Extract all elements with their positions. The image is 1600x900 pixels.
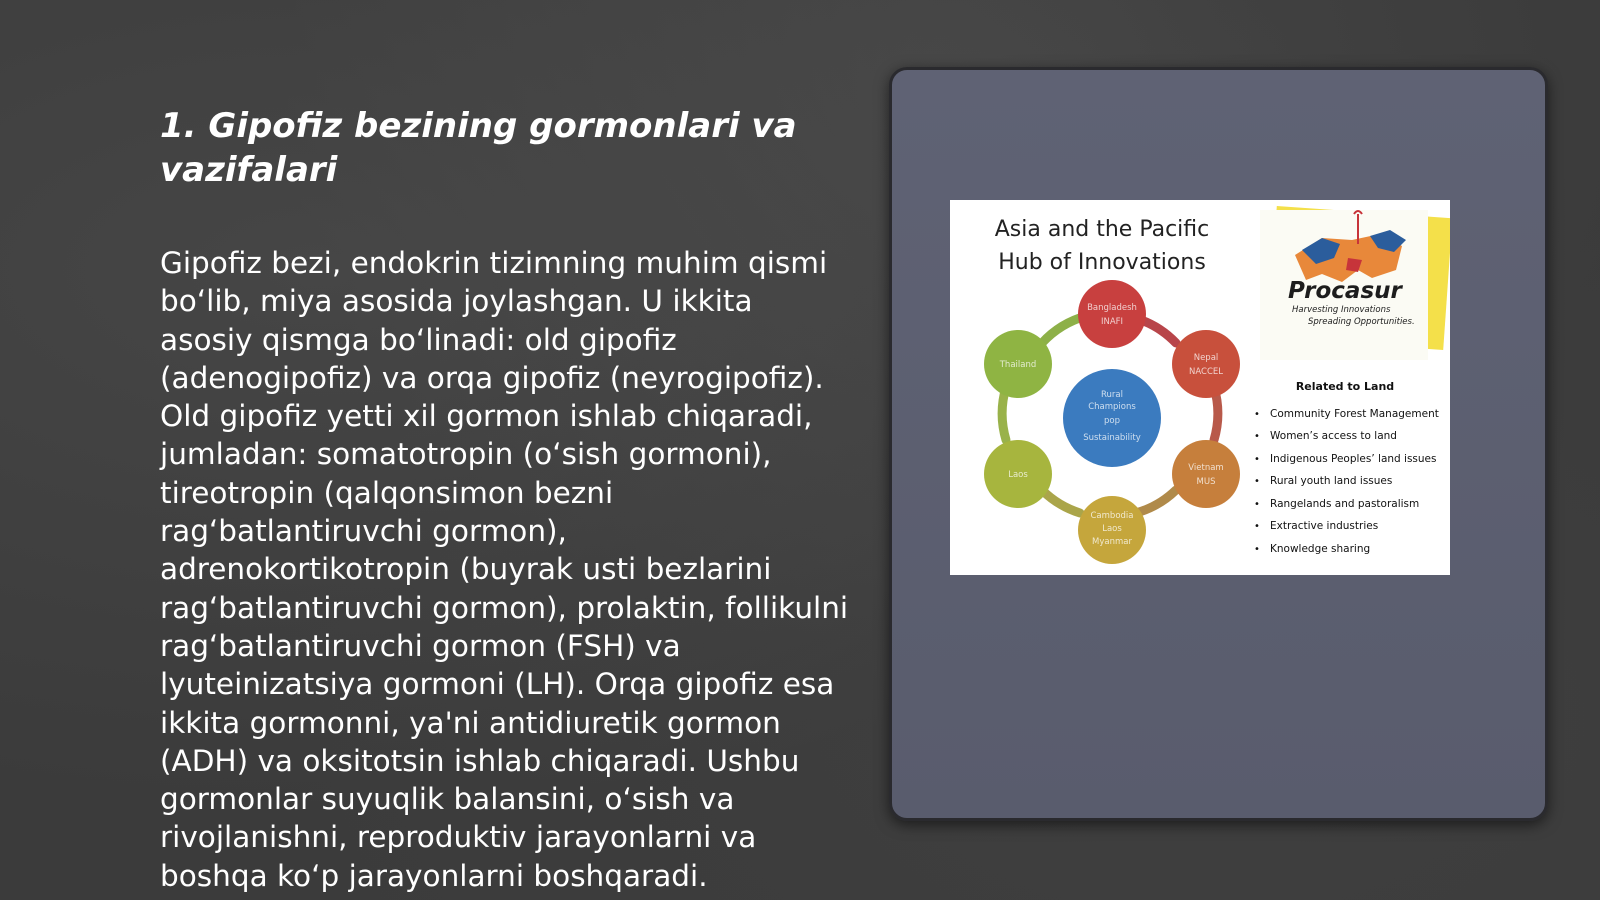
bullet-marker: •	[1254, 476, 1260, 487]
bullet-list	[1254, 408, 1439, 555]
node-label: Nepal	[1193, 353, 1219, 363]
bullet-item: Knowledge sharing	[1270, 543, 1371, 555]
bullet-item: Community Forest Management	[1270, 408, 1439, 420]
bullet-item: Women’s access to land	[1270, 430, 1397, 442]
node-label: Cambodia	[1090, 511, 1134, 521]
node-circle	[1172, 440, 1240, 508]
connector-arc	[1042, 490, 1080, 513]
bullet-item: Rangelands and pastoralism	[1270, 498, 1420, 510]
bullet-marker: •	[1254, 521, 1260, 532]
slide-title: 1. Gipofiz bezining gormonlari va vazifalari	[160, 106, 797, 190]
bullet-marker: •	[1254, 409, 1260, 420]
node-circle	[1172, 330, 1240, 398]
procasur-logo	[1260, 206, 1450, 360]
logo-name: Procasur	[1288, 278, 1402, 304]
node-label: Myanmar	[1092, 537, 1132, 547]
bullet-marker: •	[1254, 544, 1260, 555]
center-node	[1063, 369, 1161, 467]
outer-node	[1172, 330, 1240, 398]
node-label: Bangladesh	[1087, 303, 1137, 313]
node-label: Vietnam	[1188, 463, 1224, 473]
bullet-marker: •	[1254, 454, 1260, 465]
node-label: NACCEL	[1189, 367, 1223, 377]
logo-tagline: Harvesting Innovations	[1292, 305, 1391, 315]
outer-node	[984, 440, 1052, 508]
connector-arc	[1136, 490, 1176, 513]
bullet-marker: •	[1254, 431, 1260, 442]
center-node-label: Sustainability	[1083, 433, 1141, 443]
center-node-label: Champions	[1088, 402, 1136, 412]
outer-node	[984, 330, 1052, 398]
picture-title-line2: Hub of Innovations	[998, 250, 1206, 275]
node-label: MUS	[1196, 477, 1216, 487]
slide-body-text: Gipofiz bezi, endokrin tizimning muhim qismi bo‘lib, miya asosida joylashgan. U ikkita asosiy qismga bo‘linadi: old gipofiz (adenogipofiz) va orqa gipofiz (neyrogipofiz). Old gipofiz yetti xil gormon ishlab chiqaradi, jumladan: somatotropin (o‘sish gormoni), tireotropin (qalqonsimon bezni rag‘batlantiruvchi gormon), adrenokortikotropin (buyrak usti bezlarini rag‘batlantiruvchi gormon), prolaktin, follikulni rag‘batlantiruvchi gormon (FSH) va lyuteinizatsiya gormoni (LH). Orqa gipofiz esa ikkita gormonni, ya'ni antidiuretik gormon (ADH) va oksitotsin ishlab chiqaradi. Ushbu gormonlar suyuqlik balansini, o‘sish va rivojlanishni, reproduktiv jarayonlarni va boshqa ko‘p jarayonlarni boshqaradi.	[160, 246, 849, 893]
center-node-label: Rural	[1101, 390, 1123, 400]
node-label: INAFI	[1100, 317, 1124, 327]
bullet-marker: •	[1254, 499, 1260, 510]
outer-node	[1172, 440, 1240, 508]
bullet-item: Rural youth land issues	[1270, 475, 1393, 487]
bullet-item: Extractive industries	[1270, 520, 1379, 532]
logo-tagline: Spreading Opportunities.	[1308, 317, 1415, 327]
node-label: Laos	[1102, 524, 1122, 534]
node-label: Laos	[1008, 470, 1028, 480]
outer-node	[1078, 280, 1146, 348]
innovation-hub-picture	[950, 200, 1450, 575]
innovation-hub-diagram	[950, 200, 1450, 575]
node-label: Thailand	[999, 360, 1037, 370]
node-circle	[1078, 280, 1146, 348]
center-node-label: pop	[1104, 416, 1120, 426]
picture-title-line1: Asia and the Pacific	[994, 217, 1210, 242]
related-title: Related to Land	[1295, 380, 1395, 393]
bullet-item: Indigenous Peoples’ land issues	[1270, 453, 1437, 465]
outer-node	[1078, 496, 1146, 564]
